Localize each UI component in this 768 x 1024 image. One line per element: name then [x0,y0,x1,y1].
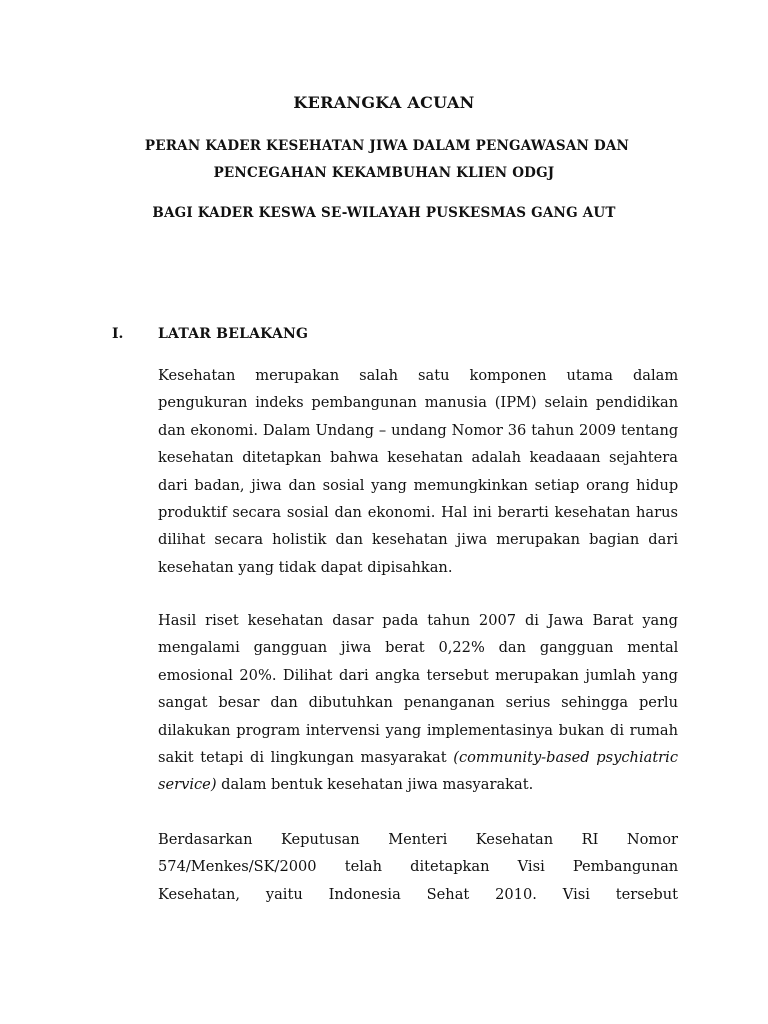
paragraph-line: dilakukan program intervensi yang implementasinya bukan di rumah [158,721,678,739]
paragraph-line-mixed [158,744,678,771]
paragraph-line: mengalami gangguan jiwa berat 0,22% dan gangguan mental [158,639,679,657]
paragraph-line: Kesehatan, yaitu Indonesia Sehat 2010. Visi tersebut [158,885,678,903]
paragraph-text: dalam bentuk kesehatan jiwa masyarakat. [221,776,534,794]
paragraph-italic-text: (community-based psychiatric [453,748,679,766]
paragraph-line: sangat besar dan dibutuhkan penanganan serius sehingga perlu [158,694,678,712]
paragraph-line: Kesehatan merupakan salah satu komponen utama dalam [158,367,679,384]
paragraph-line: pengukuran indeks pembangunan manusia (IPM) selain pendidikan [158,394,679,412]
paragraph-line: dari badan, jiwa dan sosial yang memungkinkan setiap orang hidup [158,476,679,494]
section-title: LATAR BELAKANG [158,326,309,342]
paragraph-line: kesehatan ditetapkan bahwa kesehatan adalah keadaaan sejahtera [158,449,678,467]
paragraph-2 [158,607,678,799]
paragraph-1 [158,362,678,581]
document-subtitle-line-2: PENCEGAHAN KEKAMBUHAN KLIEN ODGJ [213,165,555,181]
paragraph-line-mixed [158,771,678,798]
paragraph-line: kesehatan yang tidak dapat dipisahkan. [158,558,453,576]
paragraph-line: dan ekonomi. Dalam Undang – undang Nomor 36 tahun 2009 tentang [158,421,679,439]
paragraph-line: dilihat secara holistik dan kesehatan jiwa merupakan bagian dari [158,531,678,549]
document-subtitle-line-3: BAGI KADER KESWA SE-WILAYAH PUSKESMAS GANG AUT [152,205,616,221]
paragraph-text: sakit tetapi di lingkungan masyarakat [158,748,447,766]
paragraph-line: 574/Menkes/SK/2000 telah ditetapkan Visi Pembangunan [158,858,679,876]
paragraph-line: produktif secara sosial dan ekonomi. Hal ini berarti kesehatan harus [158,503,678,521]
document-subtitle-line-1: PERAN KADER KESEHATAN JIWA DALAM PENGAWASAN DAN [144,138,630,154]
paragraph-line: emosional 20%. Dilihat dari angka tersebut merupakan jumlah yang [158,666,678,684]
paragraph-3 [158,826,678,908]
paragraph-line: Berdasarkan Keputusan Menteri Kesehatan RI Nomor [158,831,678,848]
paragraph-italic-text: service) [158,776,217,794]
paragraph-line: Hasil riset kesehatan dasar pada tahun 2007 di Jawa Barat yang [158,612,678,629]
section-number: I. [112,326,124,342]
document-title: KERANGKA ACUAN [293,93,475,112]
